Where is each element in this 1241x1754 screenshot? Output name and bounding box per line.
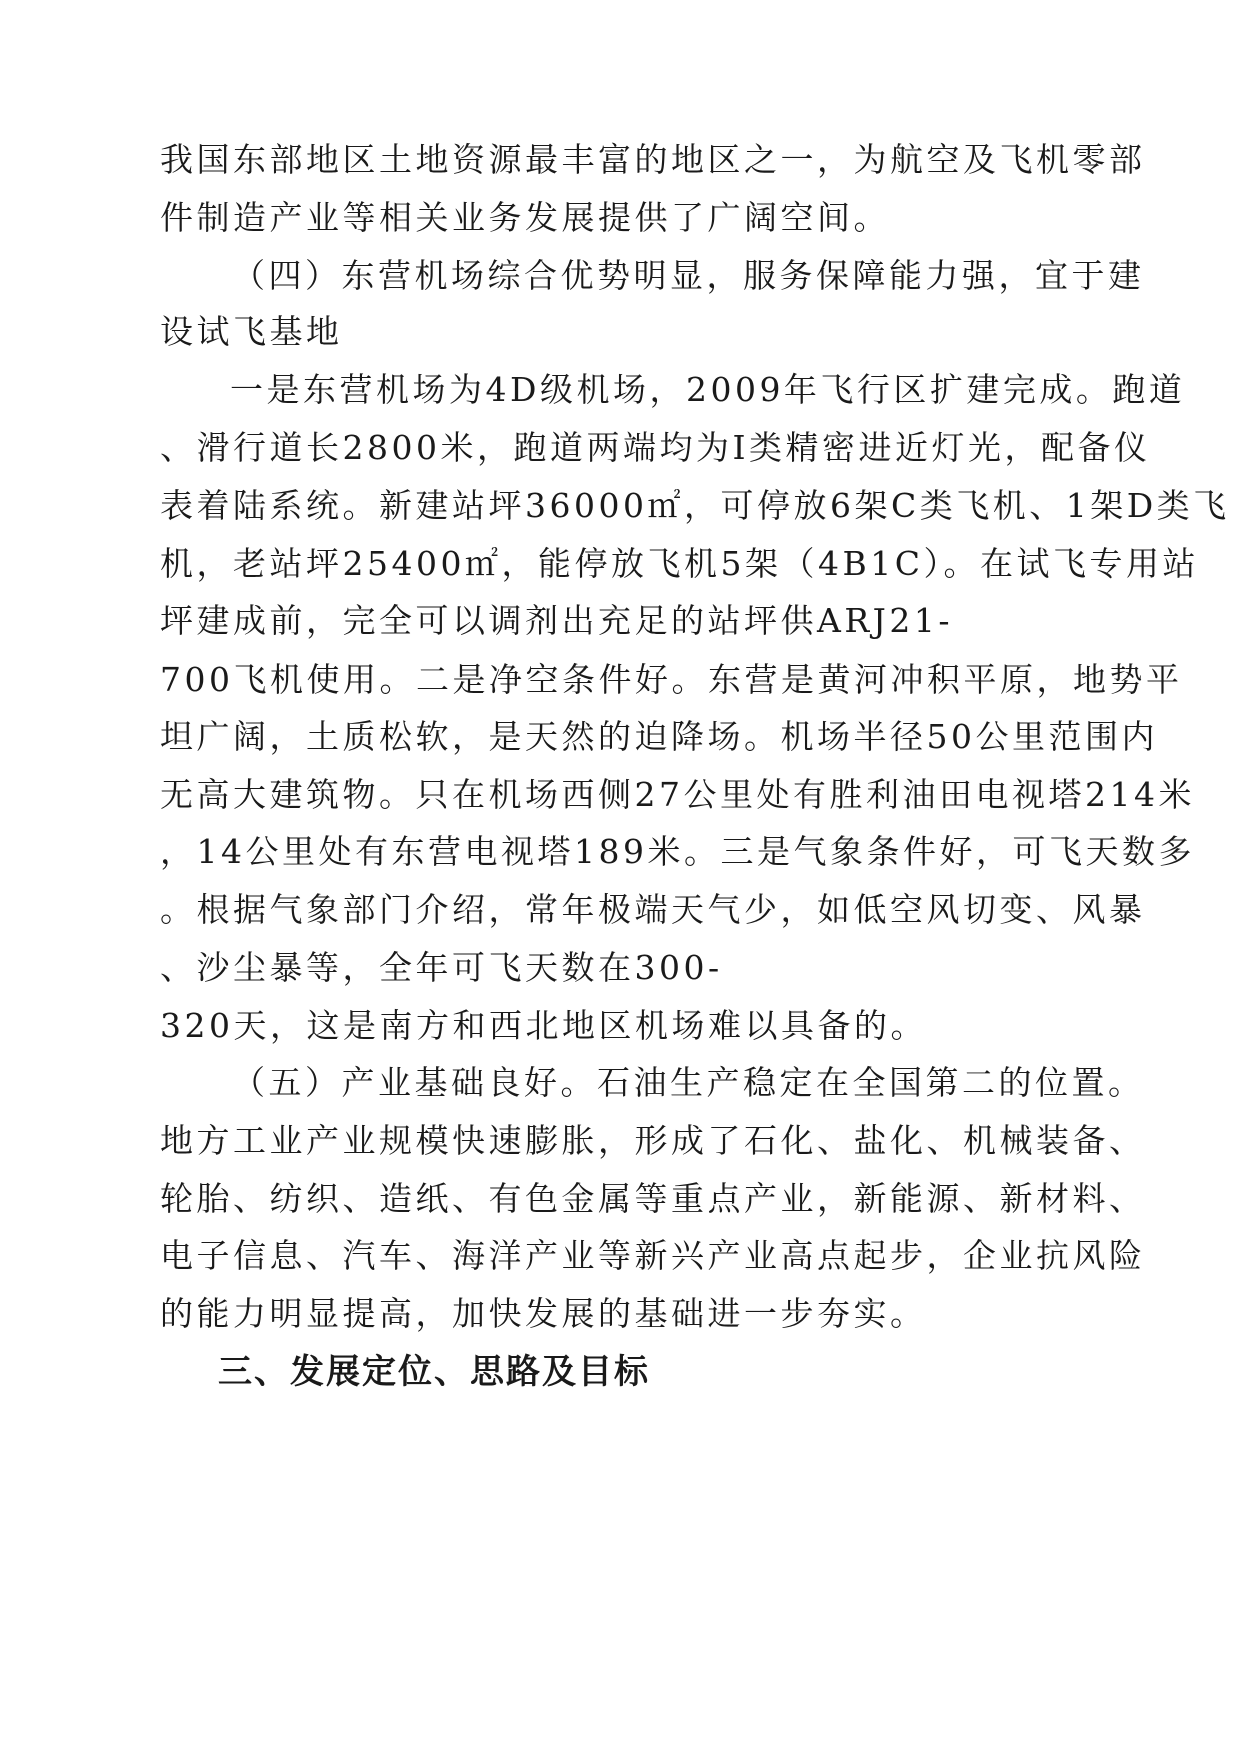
text-line: 我国东部地区土地资源最丰富的地区之一，为航空及飞机零部 bbox=[160, 140, 1146, 179]
text-line: 、滑行道长2800米，跑道两端均为Ⅰ类精密进近灯光，配备仪 bbox=[160, 428, 1151, 467]
text-line: 机，老站坪25400㎡，能停放飞机5架（4B1C）。在试飞专用站 bbox=[160, 544, 1199, 583]
text-line: 件制造产业等相关业务发展提供了广阔空间。 bbox=[160, 198, 890, 237]
section-heading-four: （四）东营机场综合优势明显，服务保障能力强，宜于建 bbox=[232, 256, 1145, 295]
section-heading-four-cont: 设试飞基地 bbox=[160, 312, 343, 351]
text-line: 的能力明显提高，加快发展的基础进一步夯实。 bbox=[160, 1294, 927, 1333]
text-line: 坦广阔，土质松软，是天然的迫降场。机场半径50公里范围内 bbox=[160, 717, 1158, 756]
text-line: 。根据气象部门介绍，常年极端天气少，如低空风切变、风暴 bbox=[160, 890, 1146, 929]
text-line: 坪建成前，完全可以调剂出充足的站坪供ARJ21- bbox=[160, 601, 954, 640]
section-heading-five: （五）产业基础良好。石油生产稳定在全国第二的位置。 bbox=[232, 1063, 1145, 1102]
text-line: 700飞机使用。二是净空条件好。东营是黄河冲积平原，地势平 bbox=[160, 660, 1183, 699]
chapter-heading-three: 三、发展定位、思路及目标 bbox=[218, 1352, 650, 1392]
text-line: 、沙尘暴等，全年可飞天数在300- bbox=[160, 948, 723, 987]
text-line: 一是东营机场为4D级机场，2009年飞行区扩建完成。跑道 bbox=[230, 370, 1186, 409]
text-line: 电子信息、汽车、海洋产业等新兴产业高点起步，企业抗风险 bbox=[160, 1236, 1146, 1275]
text-line: ，14公里处有东营电视塔189米。三是气象条件好，可飞天数多 bbox=[160, 832, 1195, 871]
text-line: 320天，这是南方和西北地区机场难以具备的。 bbox=[160, 1006, 927, 1045]
text-line: 表着陆系统。新建站坪36000㎡，可停放6架C类飞机、1架D类飞 bbox=[160, 486, 1230, 525]
text-line: 轮胎、纺织、造纸、有色金属等重点产业，新能源、新材料、 bbox=[160, 1179, 1146, 1218]
text-line: 无高大建筑物。只在机场西侧27公里处有胜利油田电视塔214米 bbox=[160, 775, 1195, 814]
text-line: 地方工业产业规模快速膨胀，形成了石化、盐化、机械装备、 bbox=[160, 1121, 1146, 1160]
